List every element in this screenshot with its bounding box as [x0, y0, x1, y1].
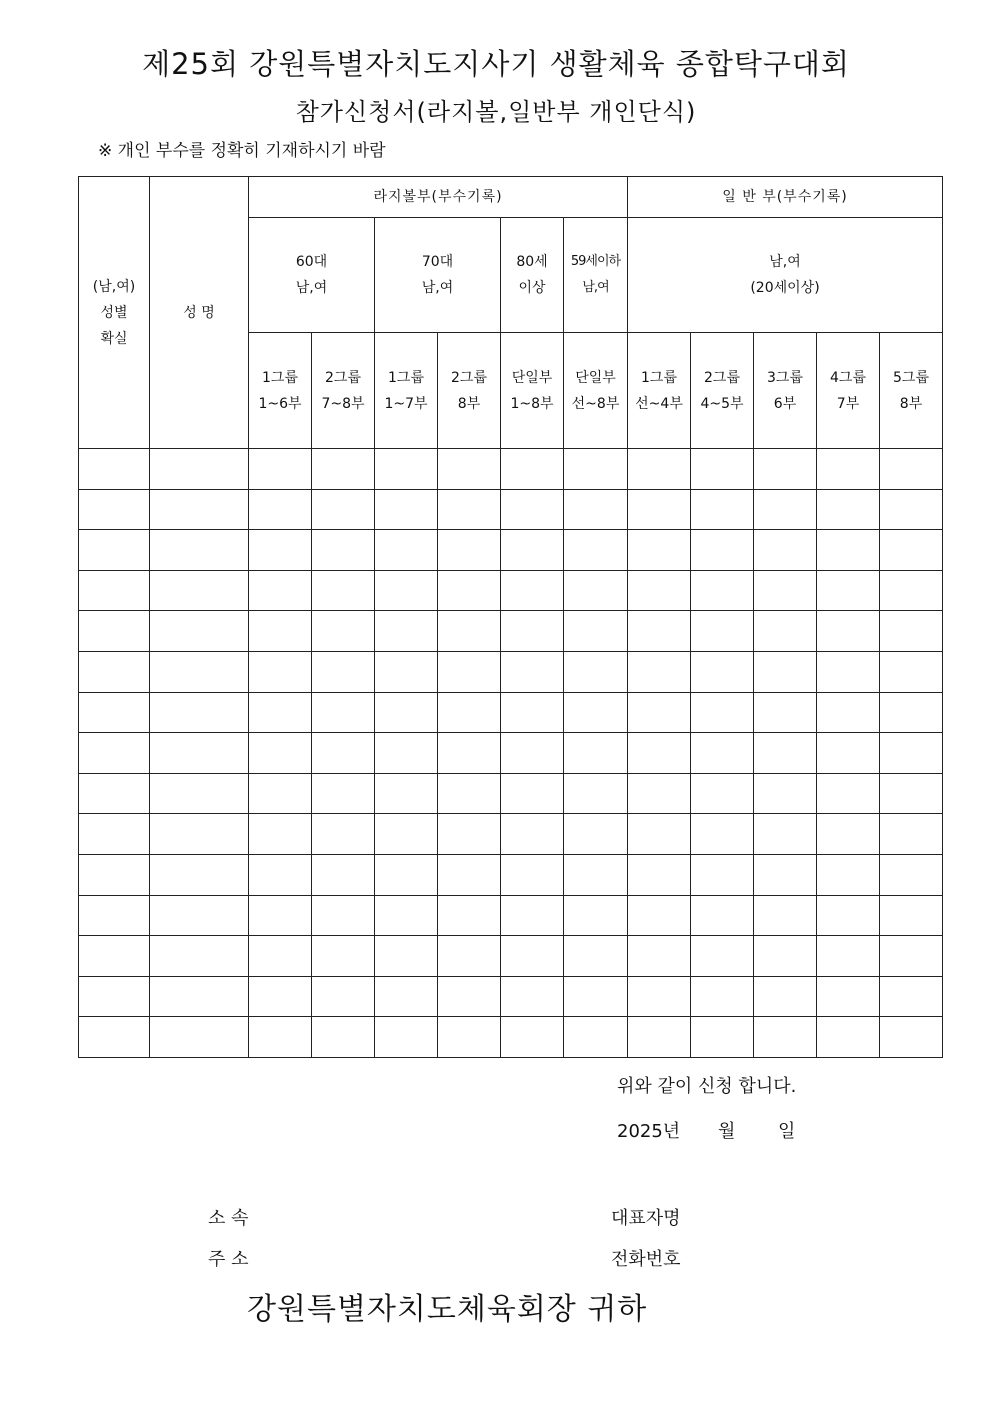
- division-entry-cell[interactable]: [691, 1017, 754, 1058]
- gender-entry-cell[interactable]: [79, 936, 150, 977]
- division-entry-cell[interactable]: [628, 936, 691, 977]
- division-entry-cell[interactable]: [564, 814, 628, 855]
- division-entry-cell[interactable]: [312, 814, 375, 855]
- division-entry-cell[interactable]: [501, 570, 564, 611]
- division-entry-cell[interactable]: [628, 1017, 691, 1058]
- gender-entry-cell[interactable]: [79, 489, 150, 530]
- entry-row: [79, 692, 943, 733]
- phone-label: 전화번호: [611, 1249, 681, 1270]
- division-entry-cell[interactable]: [438, 976, 501, 1017]
- division-entry-cell[interactable]: [628, 976, 691, 1017]
- gender-header-line: (남,여): [92, 278, 136, 295]
- gender-entry-cell[interactable]: [79, 449, 150, 490]
- age-header-line: 남,여: [295, 280, 328, 296]
- division-entry-cell[interactable]: [438, 611, 501, 652]
- name-entry-cell[interactable]: [150, 611, 249, 652]
- division-entry-cell[interactable]: [501, 449, 564, 490]
- division-entry-cell[interactable]: [501, 976, 564, 1017]
- division-entry-cell[interactable]: [754, 692, 817, 733]
- division-header-line: 5그룹: [893, 369, 929, 386]
- division-entry-cell[interactable]: [817, 895, 880, 936]
- division-entry-cell[interactable]: [375, 814, 438, 855]
- division-entry-cell[interactable]: [628, 854, 691, 895]
- division-entry-cell[interactable]: [691, 530, 754, 571]
- division-entry-cell[interactable]: [817, 692, 880, 733]
- name-entry-cell[interactable]: [150, 1017, 249, 1058]
- division-entry-cell[interactable]: [817, 530, 880, 571]
- division-entry-cell[interactable]: [375, 530, 438, 571]
- division-entry-cell[interactable]: [249, 854, 312, 895]
- division-entry-cell[interactable]: [312, 854, 375, 895]
- division-entry-cell[interactable]: [438, 773, 501, 814]
- name-entry-cell[interactable]: [150, 692, 249, 733]
- division-entry-cell[interactable]: [754, 936, 817, 977]
- affiliation-label: 소 속: [208, 1208, 249, 1229]
- division-entry-cell[interactable]: [249, 449, 312, 490]
- division-entry-cell[interactable]: [375, 570, 438, 611]
- division-header: [754, 333, 817, 449]
- division-entry-cell[interactable]: [628, 449, 691, 490]
- division-header-line: 7부: [836, 395, 860, 412]
- division-header: [691, 333, 754, 449]
- division-entry-cell[interactable]: [438, 814, 501, 855]
- division-entry-cell[interactable]: [691, 651, 754, 692]
- division-entry-cell[interactable]: [691, 489, 754, 530]
- name-entry-cell[interactable]: [150, 651, 249, 692]
- division-header-line: 3그룹: [767, 369, 803, 386]
- division-entry-cell[interactable]: [501, 651, 564, 692]
- division-entry-cell[interactable]: [564, 773, 628, 814]
- date-month: 월: [718, 1121, 736, 1142]
- division-entry-cell[interactable]: [880, 611, 943, 652]
- division-entry-cell[interactable]: [564, 651, 628, 692]
- age-header-line: 80세: [516, 254, 548, 270]
- division-entry-cell[interactable]: [312, 895, 375, 936]
- division-entry-cell[interactable]: [564, 692, 628, 733]
- division-header-line: 2그룹: [704, 369, 740, 386]
- division-entry-cell[interactable]: [564, 936, 628, 977]
- form-subtitle: 참가신청서(라지볼,일반부 개인단식): [295, 98, 697, 126]
- age-header-80plus: [501, 218, 564, 333]
- division-entry-cell[interactable]: [375, 895, 438, 936]
- division-entry-cell[interactable]: [628, 733, 691, 774]
- division-entry-cell[interactable]: [754, 530, 817, 571]
- division-entry-cell[interactable]: [754, 976, 817, 1017]
- division-entry-cell[interactable]: [375, 854, 438, 895]
- division-entry-cell[interactable]: [249, 976, 312, 1017]
- division-header-line: 선~4부: [635, 395, 683, 412]
- age-header-line: 60대: [295, 254, 328, 270]
- division-header-line: 8부: [457, 395, 481, 412]
- division-entry-cell[interactable]: [628, 611, 691, 652]
- division-entry-cell[interactable]: [880, 651, 943, 692]
- age-header-line: 남,여: [421, 280, 454, 296]
- division-entry-cell[interactable]: [880, 895, 943, 936]
- division-entry-cell[interactable]: [754, 814, 817, 855]
- division-header: [375, 333, 438, 449]
- division-entry-cell[interactable]: [691, 854, 754, 895]
- age-header-60s: [249, 218, 375, 333]
- entry-row: [79, 976, 943, 1017]
- entry-row: [79, 733, 943, 774]
- gender-header-line: 확실: [100, 330, 128, 347]
- gender-entry-cell[interactable]: [79, 692, 150, 733]
- division-entry-cell[interactable]: [880, 1017, 943, 1058]
- entry-table: [78, 176, 943, 1058]
- division-entry-cell[interactable]: [501, 489, 564, 530]
- division-entry-cell[interactable]: [817, 814, 880, 855]
- division-entry-cell[interactable]: [628, 814, 691, 855]
- division-entry-cell[interactable]: [628, 530, 691, 571]
- division-entry-cell[interactable]: [312, 530, 375, 571]
- division-entry-cell[interactable]: [628, 489, 691, 530]
- gender-header-line: 성별: [100, 304, 128, 321]
- division-header: [628, 333, 691, 449]
- gender-entry-cell[interactable]: [79, 611, 150, 652]
- division-entry-cell[interactable]: [754, 895, 817, 936]
- division-entry-cell[interactable]: [564, 611, 628, 652]
- division-entry-cell[interactable]: [754, 773, 817, 814]
- gender-entry-cell[interactable]: [79, 1017, 150, 1058]
- division-entry-cell[interactable]: [628, 651, 691, 692]
- division-entry-cell[interactable]: [628, 570, 691, 611]
- name-entry-cell[interactable]: [150, 814, 249, 855]
- gender-entry-cell[interactable]: [79, 570, 150, 611]
- name-entry-cell[interactable]: [150, 773, 249, 814]
- division-entry-cell[interactable]: [817, 1017, 880, 1058]
- gender-entry-cell[interactable]: [79, 651, 150, 692]
- division-entry-cell[interactable]: [375, 449, 438, 490]
- entry-row: [79, 854, 943, 895]
- division-entry-cell[interactable]: [438, 651, 501, 692]
- entry-row: [79, 1017, 943, 1058]
- division-entry-cell[interactable]: [564, 489, 628, 530]
- date-day: 일: [778, 1121, 796, 1142]
- division-entry-cell[interactable]: [880, 976, 943, 1017]
- division-entry-cell[interactable]: [754, 651, 817, 692]
- division-entry-cell[interactable]: [817, 936, 880, 977]
- division-entry-cell[interactable]: [501, 733, 564, 774]
- division-header: [501, 333, 564, 449]
- division-entry-cell[interactable]: [438, 449, 501, 490]
- division-entry-cell[interactable]: [375, 611, 438, 652]
- entry-row: [79, 814, 943, 855]
- name-entry-cell[interactable]: [150, 895, 249, 936]
- general-age-header: [628, 218, 943, 333]
- gender-column-header: [79, 177, 150, 449]
- division-entry-cell[interactable]: [817, 611, 880, 652]
- division-entry-cell[interactable]: [754, 449, 817, 490]
- division-entry-cell[interactable]: [817, 733, 880, 774]
- name-entry-cell[interactable]: [150, 570, 249, 611]
- division-entry-cell[interactable]: [754, 489, 817, 530]
- division-header: [564, 333, 628, 449]
- division-entry-cell[interactable]: [375, 692, 438, 733]
- division-entry-cell[interactable]: [564, 530, 628, 571]
- division-entry-cell[interactable]: [438, 692, 501, 733]
- age-header-line: (20세이상): [750, 280, 820, 296]
- division-entry-cell[interactable]: [312, 651, 375, 692]
- division-entry-cell[interactable]: [501, 1017, 564, 1058]
- division-entry-cell[interactable]: [564, 1017, 628, 1058]
- division-header-line: 2그룹: [451, 369, 487, 386]
- division-entry-cell[interactable]: [501, 611, 564, 652]
- division-header-line: 단일부: [575, 369, 616, 386]
- division-entry-cell[interactable]: [375, 936, 438, 977]
- name-entry-cell[interactable]: [150, 489, 249, 530]
- division-entry-cell[interactable]: [249, 611, 312, 652]
- gender-entry-cell[interactable]: [79, 733, 150, 774]
- division-entry-cell[interactable]: [754, 854, 817, 895]
- representative-label: 대표자명: [611, 1208, 681, 1229]
- division-entry-cell[interactable]: [501, 895, 564, 936]
- division-entry-cell[interactable]: [880, 530, 943, 571]
- division-entry-cell[interactable]: [691, 570, 754, 611]
- division-entry-cell[interactable]: [501, 814, 564, 855]
- entry-row: [79, 895, 943, 936]
- division-entry-cell[interactable]: [628, 692, 691, 733]
- division-entry-cell[interactable]: [817, 570, 880, 611]
- entry-row: [79, 936, 943, 977]
- division-entry-cell[interactable]: [249, 733, 312, 774]
- division-entry-cell[interactable]: [754, 1017, 817, 1058]
- entry-row: [79, 611, 943, 652]
- division-entry-cell[interactable]: [880, 814, 943, 855]
- division-header-line: 단일부: [511, 369, 553, 386]
- division-entry-cell[interactable]: [880, 773, 943, 814]
- division-header-line: 1~6부: [258, 395, 302, 412]
- division-entry-cell[interactable]: [754, 611, 817, 652]
- division-entry-cell[interactable]: [438, 489, 501, 530]
- division-entry-cell[interactable]: [880, 692, 943, 733]
- division-entry-cell[interactable]: [249, 530, 312, 571]
- gender-entry-cell[interactable]: [79, 530, 150, 571]
- age-header-line: 남,여: [769, 254, 801, 270]
- entry-row: [79, 773, 943, 814]
- division-entry-cell[interactable]: [501, 936, 564, 977]
- division-entry-cell[interactable]: [564, 854, 628, 895]
- division-entry-cell[interactable]: [564, 895, 628, 936]
- gender-entry-cell[interactable]: [79, 976, 150, 1017]
- division-entry-cell[interactable]: [628, 773, 691, 814]
- division-entry-cell[interactable]: [880, 570, 943, 611]
- gender-entry-cell[interactable]: [79, 854, 150, 895]
- division-header-line: 1그룹: [641, 369, 677, 386]
- division-entry-cell[interactable]: [249, 651, 312, 692]
- statement-text: 위와 같이 신청 합니다.: [617, 1076, 797, 1097]
- division-entry-cell[interactable]: [438, 936, 501, 977]
- division-entry-cell[interactable]: [375, 976, 438, 1017]
- division-entry-cell[interactable]: [375, 489, 438, 530]
- header-row-groups: [79, 177, 943, 218]
- division-entry-cell[interactable]: [817, 976, 880, 1017]
- division-entry-cell[interactable]: [312, 570, 375, 611]
- age-header-59under: [564, 218, 628, 333]
- division-header-line: 1그룹: [262, 369, 298, 386]
- division-entry-cell[interactable]: [249, 692, 312, 733]
- name-entry-cell[interactable]: [150, 530, 249, 571]
- addressee-text: 강원특별자치도체육회장 귀하: [247, 1292, 648, 1327]
- division-entry-cell[interactable]: [438, 895, 501, 936]
- division-entry-cell[interactable]: [249, 489, 312, 530]
- largeball-group-header: 라지볼부(부수기록): [249, 177, 628, 218]
- division-header-line: 4그룹: [830, 369, 866, 386]
- age-header-line: 남,여: [582, 280, 609, 295]
- division-entry-cell[interactable]: [691, 814, 754, 855]
- name-column-header: 성 명: [150, 177, 249, 449]
- division-entry-cell[interactable]: [375, 733, 438, 774]
- division-header-line: 2그룹: [325, 369, 361, 386]
- division-entry-cell[interactable]: [691, 773, 754, 814]
- division-entry-cell[interactable]: [249, 936, 312, 977]
- division-entry-cell[interactable]: [691, 692, 754, 733]
- division-entry-cell[interactable]: [312, 1017, 375, 1058]
- address-label: 주 소: [208, 1249, 249, 1270]
- name-entry-cell[interactable]: [150, 976, 249, 1017]
- gender-entry-cell[interactable]: [79, 814, 150, 855]
- division-entry-cell[interactable]: [691, 449, 754, 490]
- name-entry-cell[interactable]: [150, 449, 249, 490]
- age-header-line: 이상: [518, 280, 546, 296]
- division-entry-cell[interactable]: [691, 976, 754, 1017]
- division-entry-cell[interactable]: [817, 651, 880, 692]
- division-entry-cell[interactable]: [880, 449, 943, 490]
- division-entry-cell[interactable]: [312, 611, 375, 652]
- division-entry-cell[interactable]: [438, 530, 501, 571]
- general-group-header: 일 반 부(부수기록): [628, 177, 943, 218]
- division-entry-cell[interactable]: [880, 489, 943, 530]
- division-header-line: 6부: [773, 395, 797, 412]
- division-entry-cell[interactable]: [880, 733, 943, 774]
- division-header-line: 8부: [899, 395, 923, 412]
- division-entry-cell[interactable]: [312, 449, 375, 490]
- division-entry-cell[interactable]: [249, 773, 312, 814]
- gender-entry-cell[interactable]: [79, 773, 150, 814]
- division-header: [249, 333, 312, 449]
- age-header-line: 70대: [421, 254, 454, 270]
- division-entry-cell[interactable]: [754, 733, 817, 774]
- division-entry-cell[interactable]: [312, 936, 375, 977]
- division-header: [312, 333, 375, 449]
- division-entry-cell[interactable]: [501, 692, 564, 733]
- division-header: [817, 333, 880, 449]
- division-entry-cell[interactable]: [564, 976, 628, 1017]
- gender-entry-cell[interactable]: [79, 895, 150, 936]
- division-entry-cell[interactable]: [817, 449, 880, 490]
- age-header-70s: [375, 218, 501, 333]
- division-header-line: 1~7부: [384, 395, 428, 412]
- division-header-line: 1~8부: [510, 395, 554, 412]
- form-title: 제25회 강원특별자치도지사기 생활체육 종합탁구대회: [142, 47, 850, 81]
- division-entry-cell[interactable]: [312, 773, 375, 814]
- division-entry-cell[interactable]: [691, 895, 754, 936]
- division-entry-cell[interactable]: [312, 692, 375, 733]
- division-entry-cell[interactable]: [754, 570, 817, 611]
- division-entry-cell[interactable]: [249, 814, 312, 855]
- division-entry-cell[interactable]: [691, 611, 754, 652]
- division-entry-cell[interactable]: [249, 895, 312, 936]
- division-header-line: 7~8부: [321, 395, 365, 412]
- division-entry-cell[interactable]: [501, 530, 564, 571]
- division-entry-cell[interactable]: [438, 733, 501, 774]
- division-entry-cell[interactable]: [438, 1017, 501, 1058]
- division-entry-cell[interactable]: [628, 895, 691, 936]
- age-header-line: 59세이하: [570, 254, 621, 269]
- entry-row: [79, 651, 943, 692]
- division-entry-cell[interactable]: [564, 570, 628, 611]
- entry-row: [79, 530, 943, 571]
- division-header-line: 선~8부: [571, 395, 620, 412]
- division-entry-cell[interactable]: [438, 854, 501, 895]
- division-entry-cell[interactable]: [438, 570, 501, 611]
- division-header: [438, 333, 501, 449]
- division-entry-cell[interactable]: [817, 854, 880, 895]
- division-entry-cell[interactable]: [375, 773, 438, 814]
- division-entry-cell[interactable]: [880, 936, 943, 977]
- name-entry-cell[interactable]: [150, 733, 249, 774]
- division-entry-cell[interactable]: [375, 651, 438, 692]
- entry-row: [79, 489, 943, 530]
- name-entry-cell[interactable]: [150, 936, 249, 977]
- division-entry-cell[interactable]: [249, 570, 312, 611]
- entry-row: [79, 449, 943, 490]
- division-entry-cell[interactable]: [564, 449, 628, 490]
- division-entry-cell[interactable]: [312, 976, 375, 1017]
- date-year: 2025년: [617, 1121, 681, 1142]
- notice-text: ※ 개인 부수를 정확히 기재하시기 바람: [98, 141, 386, 161]
- division-entry-cell[interactable]: [880, 854, 943, 895]
- name-entry-cell[interactable]: [150, 854, 249, 895]
- division-entry-cell[interactable]: [312, 489, 375, 530]
- division-entry-cell[interactable]: [691, 936, 754, 977]
- division-entry-cell[interactable]: [501, 773, 564, 814]
- division-header-line: 4~5부: [700, 395, 744, 412]
- division-entry-cell[interactable]: [564, 733, 628, 774]
- division-entry-cell[interactable]: [312, 733, 375, 774]
- division-entry-cell[interactable]: [817, 773, 880, 814]
- division-entry-cell[interactable]: [817, 489, 880, 530]
- division-entry-cell[interactable]: [691, 733, 754, 774]
- division-header: [880, 333, 943, 449]
- division-entry-cell[interactable]: [501, 854, 564, 895]
- division-header-line: 1그룹: [388, 369, 424, 386]
- division-entry-cell[interactable]: [375, 1017, 438, 1058]
- division-entry-cell[interactable]: [249, 1017, 312, 1058]
- entry-row: [79, 570, 943, 611]
